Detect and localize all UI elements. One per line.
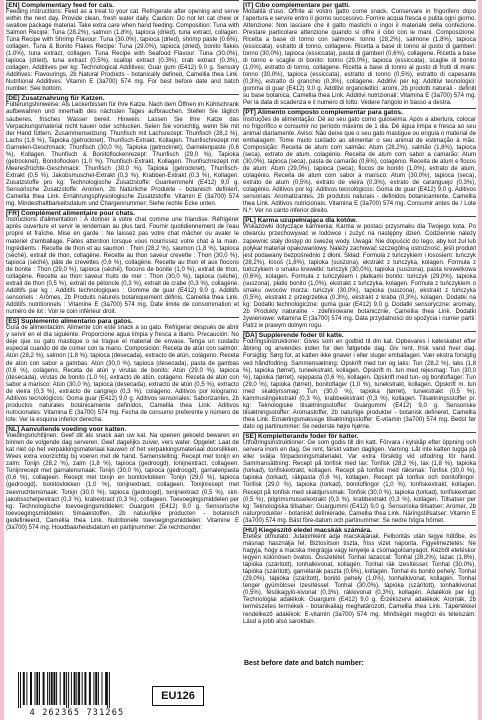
best-before-label: Best before date and batch number: bbox=[244, 660, 364, 667]
barcode-bar bbox=[84, 672, 86, 705]
barcode-bar bbox=[53, 672, 55, 705]
section-heading: [EN] Complementary feed for cats. bbox=[6, 0, 239, 9]
barcode-bar bbox=[93, 672, 94, 705]
barcode-bar bbox=[66, 672, 67, 708]
barcode-bar bbox=[71, 672, 72, 705]
barcode-bar bbox=[36, 672, 38, 705]
section-heading: [DE] Zusatznahrung für Katzen. bbox=[6, 94, 239, 103]
language-section bbox=[243, 0, 476, 107]
barcode-bar bbox=[49, 672, 50, 705]
section-body: Fodringsinstruktioner: Gives som en godbid til din kat. Opbevares i køleskabet efter åbning og anvendes inden for den følgende dag. Giv rent, frisk vand hver dag. Forsigtig: Sørg for, at katten ikke gnaver i eller sluger emballagen. Vær ekstra forsigtig ved håndfodring. Sammensætning: Opskrift med tun og laks: Tun (28,2 %), laks (1,8 %), tapioka (tørret), tuneekstrakt, kollagen. Opskrift m. tun med rejesmag: Tun (30,0 %), tapioka (tørret), rejepasta (0,6 %), kollagen. Opskrift med tun- og bonitoflager: Tun (29,0 %), tapioka (tørret), bonitoflager (1,0 %), tunekstrakt, kollagen. Opskrift m. tun med skaldyrssmag: Tun (30,0 %), tapioka (tørret), tunekstrakt (0,5 %), kammuslingekstrakt (0,3 %), krabbeekstrakt (0,3 %), kollagen. Tilsætningsstoffer pr. kg: Teknologiske tilsætningsstoffer: Guargummi (E412) 9,0 g. Sensoriske tilsætningsstoffer: Aromastoffer, 2b naturlige produkter - botanisk defineret, Camellia thea Link. Ernæringsmæssige tilsætningsstoffer: E-vitamin (3a700) 574 mg. Bedst før dato og partinummer: Se nederste højre hjørne. bbox=[243, 339, 476, 430]
barcode-bar bbox=[30, 672, 32, 705]
barcode-bar bbox=[51, 672, 53, 705]
barcode-bar bbox=[63, 672, 65, 705]
section-heading: [PL] Karma uzupełniająca dla kotów. bbox=[243, 216, 476, 225]
language-section bbox=[243, 525, 476, 625]
barcode-bar bbox=[98, 672, 99, 705]
barcode-bar bbox=[47, 672, 48, 705]
barcode-bar bbox=[102, 672, 103, 705]
batch-code-box: EU126 bbox=[152, 686, 204, 706]
section-heading: [FR] Complément alimentaire pour chats. bbox=[6, 209, 239, 218]
section-body: Fütterungshinweise: Als Leckerbissen für Ihre Katze. Nach dem Öffnen im Kühlschrank aufbewahren und innerhalb des nächsten Tages aufbrauchen. Stellen Sie täglich sauberes, frisches Wasser bereit. Hinweis: Lassen Sie Ihre Katze das Verpackungsmaterial nicht kauen oder schlucken. Seien Sie vorsichtig, wenn Sie mit der Hand füttern. Zusammensetzung: Thunfisch mit Lachsrezept: Thunfisch (28,2 %), Lachs (1,8 %), Tapioka (getrocknet), Thunfisch-Extrakt, Kollagen. Thunfischrezept mit Garnelen-Geschmack: Thunfisch (30,0 %), Tapioka (getrocknet), Garnelenpaste (0,6 %), Kollagen. Thunfisch & Bonitoflockenrezept: Thunfisch (29,0 %), Tapioka (getrocknet), Bonitoflocken (1,0 %), Thunfisch-Extrakt, Kollagen. Thunfischrezept mit Meeresfrüchte-Geschmack: Thunfisch (30,0 %), Tapioka (getrocknet), Thunfisch-Extrakt (0,5 %), Jakobsmuschel-Extrakt (0,3 %), Krabben-Extrakt (0,3 %), Kollagen. Zusatzstoffe pro kg: Technologische Zusatzstoffe: Guarkernmehl (E412) 9,0 g. Sensorische Zusatzstoffe: Aromen, 2b Natürliche Produkte - botanisch definiert, Camellia thea Link. Ernährungsphysiologische Zusatzstoffe: Vitamin E (3a700) 574 mg. Mindesthaltbarkeitsdatum und Chargennummer: Siehe rechte Ecke unten. bbox=[6, 102, 239, 208]
barcode-digits: 4 262365 731265 bbox=[29, 708, 125, 718]
barcode-bar bbox=[20, 672, 21, 708]
section-body: Instructions d'alimentation : À donner à votre chat comme une friandise. Réfrigérer après ouverture et servir le lendemain au plus tard. Fournir quotidiennement de l'eau propre et fraîche. Mise en garde : Ne laissez pas votre chat mâcher ou avaler le matériel d'emballage. Faites attention lorsque vous nourrissez votre chat à la main. Ingrédients : Recette de thon et au saumon : Thon (28,2 %), saumon (1,8 %), tapioca (séché), extrait de thon, collagène. Recette au thon saveur crevette : Thon (30,0 %), tapioca (séché), pâte de crevettes (0,6 %), collagène. Recette au thon et aux flocons de bonite : Thon (29,0 %), tapioca (séché), flocons de bonite (1,0 %), extrait de thon, collagène. Recette au thon saveur fruits de mer : Thon (30,0 %), tapioca (séché), extrait de thon (0,5 %), extrait de pétoncle (0,3 %), extrait de crabe (0,3 %), collagène. Additifs par kg : Additifs technologiques : Gomme de guar (E412) 9,0 g. Additifs sensoriels : Arômes, 2b Produits naturels botaniquement définis, Camellia thea Link. Additifs nutritionnels : Vitamine E (3a700) 574 mg. Date limite de consommation et numéro de lot : Voir le coin inférieur droit. bbox=[6, 217, 239, 315]
barcode-bar bbox=[35, 672, 36, 705]
language-section bbox=[243, 108, 476, 215]
barcode-bar bbox=[23, 672, 25, 705]
text-columns bbox=[6, 0, 476, 668]
section-body: Modalità d'uso: Offrite al vostro gatto come snack. Conservare in frigorifero dopo l'apertura e servire entro il giorno successivo. Fornire acqua fresca e pulita ogni giorno. Attenzione: Non lasciare che il gatto mastichi o ingoi il materiale della confezione. Prestare particolare attenzione quando si offre il cibo con le mani. Composizione: Ricetta a base di tonno con salmone: tonno (28,2%), salmone (1,8%), tapioca (essiccata), estratto di tonno, collagene. Ricetta a base di tonno al gusto di gamberi: tonno (30,0%), tapioca (essiccata), pasta di gamberi (0,6%), collagene. Ricetta a base di tonno e scaglie di bonito: tonno (29,0%), tapioca (essiccata), scaglie di bonito (1,0%), estratto di tonno, collagene. Ricetta a base di tonno al gusto di frutti di mare: tonno (30,0%), tapioca (essiccata), estratto di tonno (0,5%), estratto di capesante (0,3%), estratto di granchio (0,3%), collagene. Additivi per kg: Additivi tecnologici: gomma di guar (E412) 9,0 g. Additivi organolettici: aromi, 2b prodotti naturali - definiti su base botanica, Camellia thea Link. Additivi nutrizionali: Vitamina E (3a700) 574 mg. Per la data di scadenza e il numero di lotto: Vedere l'angolo in basso a destra. bbox=[243, 8, 476, 107]
barcode-bar bbox=[107, 672, 108, 708]
section-body: Guía de alimentación: Alimente con este snack a su gato. Refrigerar después de abrir y servir en el día siguiente. Proporcione agua limpia y fresca a diario. Precaución: No deje que su gato mastique o se trague el material de envase. Tenga un cuidado especial cuando dé de comer con la mano. Composición: Receta de atún con salmón: Atún (28,2 %), salmón (1,8 %), tapioca (desecada), extracto de atún, colágeno. Receta de atún con sabor a gambas: Atún (30,0 %), tapioca (desecada), pasta de gambas (0,6 %), colágeno. Receta de atún y virutas de bonito: Atún (29,0 %), tapioca (desecada), virutas de bonito (1,0 %), extracto de atún, colágeno. Receta de atún con sabor a marisco: Atún (30,0 %), tapioca (desecada), extracto de atún (0,5 %), extracto de vieira (0,3 %), extracto de cangrejo (0,3 %), colágeno. Aditivos por kilogramo: Aditivos tecnológicos: Goma guar (E412) 9,0 g. Aditivos sensoriales: Saborizantes, 2b productos naturales botánicamente definidos, Camellia thea Link. Aditivos nutricionales: Vitamina E (3a700) 574 mg. Fecha de consumo preferente y número de lote: Ver la esquina inferior derecha. bbox=[6, 325, 239, 423]
barcode-bar bbox=[95, 672, 97, 705]
left-column bbox=[6, 0, 239, 668]
language-section bbox=[6, 0, 239, 93]
barcode-bar bbox=[82, 672, 83, 705]
barcode-bar bbox=[43, 672, 45, 705]
section-heading: [PT] Alimento composto complementar para gatos. bbox=[243, 108, 476, 117]
section-heading: [ES] Suplemento alimentario para gatos. bbox=[6, 317, 239, 326]
barcode-bar bbox=[76, 672, 77, 705]
right-column bbox=[243, 0, 476, 668]
barcode-bar bbox=[56, 672, 57, 705]
section-body: Utfodringsinstruktioner: Ge som godis till din katt. Förvara i kylskåp efter öppning och servera inom en dag. Ge rent, färskt vatten dagligen. Varning: Låt inte katten tugga på eller svälja förpackningsmaterialet. Var extra försiktig vid utfodring för hand. Sammansättning: Recept på tonfisk med lax: Tonfisk (28,2 %), lax (1,8 %), tapioka (torkad), tonfiskextrakt, kollagen. Recept på tonfisk med räksmak: Tonfisk (30,0 %), tapioka (torkad), räkpasta (0,6 %), kollagen. Recept på tonfisk och bonitoflingor: Tonfisk (29,0 %), tapioka (torkad), bonitoflingor (1,0 %), tonfiskextrakt, kollagen. Recept på tonfisk med skaldjurssmak: Tonfisk (30,0 %), tapioka (torkad), tonfiskextrakt (0,5 %), pilgrimsmusselextrakt (0,3 %), krabbextrakt (0,3 %), kollagen. Tillsatser per kg: Teknologiska tillsatser: Guargummi (E412) 9,0 g. Sensoriska tillsatser: Aromer, 2b naturprodukter - botaniskt definierade, Camellia thea Link. Näringstillsatser: Vitamin E (3a700) 574 mg. Bäst före-datum och partinummer: Se nedre högra hörnet. bbox=[243, 440, 476, 524]
barcode-bar bbox=[68, 672, 69, 708]
language-section bbox=[243, 432, 476, 525]
section-heading: [DA] Supplerende foder til katte. bbox=[243, 331, 476, 340]
barcode-bar bbox=[78, 672, 80, 705]
section-heading: [IT] Cibo complementare per gatti. bbox=[243, 0, 476, 9]
language-section bbox=[6, 209, 239, 316]
barcode bbox=[10, 672, 144, 716]
barcode-bar bbox=[74, 672, 76, 705]
barcode-bar bbox=[109, 672, 110, 708]
language-section bbox=[243, 331, 476, 431]
barcode-bar bbox=[26, 672, 27, 705]
barcode-bars bbox=[10, 672, 144, 708]
section-body: Instruções de alimentação: Dê ao seu gato como guloseima. Após a abertura, colocar no frigorífico e consumir no período máximo de 1 dia. Dê água limpa e fresca ao seu animal diariamente. Aviso: Não deixe que o seu gato mastigue ou engula o material de embalagem. Tome muito cuidado ao alimentar o seu animal de estimação à mão. Composição: Receita de atum com salmão: Atum (28,2%), salmão (1,8%), tapioca (seca), extrato de atum, colagénio. Receita de atum com sabor a camarão: Atum (30,0%), tapioca (seca), pasta de camarão (0,6%), colagénio. Receita de atum e flocos de atum: Atum (29,0%), tapioca (seca), flocos de bonito (1,0%), extrato de atum, colagénio. Receita de atum com sabor a marisco: Atum (30,0%), tapioca (seca), extrato de atum (0,5%), extrato de vieira (0,3%), extrato de caranguejo (0,3%), colagénio. Aditivos por kg: Aditivos tecnológicos: Goma de guar (E412) 9,0 g. Aditivos sensoriais: Aromatizantes, 2b produtos naturais - definidos botanicamente, Camellia thea Link. Aditivos nutricionais: Vitamina E (3a700) 574 mg. Consumir antes de / Lote N.º: Ver no canto inferior direito. bbox=[243, 116, 476, 215]
barcode-bar bbox=[18, 672, 19, 708]
section-heading: [HU] Kiegészítő eledel macskák számára. bbox=[243, 525, 476, 534]
barcode-bar bbox=[60, 672, 61, 705]
barcode-bar bbox=[39, 672, 40, 705]
section-body: Feeding instructions: Feed as a treat to your cat. Refrigerate after opening and serve within the next day. Provide clean, fresh water daily. Caution: Do not let cat chew or swallow package material. Take extra care when hand feeding. Composition: Tuna with Salmon Recipe: Tuna (28.2%), salmon (1.8%), tapioca (dried), tuna extract, collagen. Tuna Recipe with Shrimp Flavour: Tuna (30.0%), tapioca (dried), shrimp paste (0.6%), collagen. Tuna & Bonito Flakes Recipe: Tuna (29.0%), tapioca (dried), bonito flakes (1.0%), tuna extract, collagen. Tuna Recipe with Seafood Flavour: Tuna (30.0%), tapioca (dried), tuna extract (0.5%), scallop extract (0.3%), crab extract (0.3%), collagen. Additives per kg: Technological Additives: Guar gum (E412) 9.0 g. Sensory Additives: Flavourings, 2b Natural Products - botanically defined, Camellia thea Link. Nutritional Additives: Vitamin E (3a700) 574 mg. For best before date and batch number: See bottom. bbox=[6, 8, 239, 93]
section-body: Voedingsrichtlijnen: Geef dit als snack aan uw kat. Na openen gekoeld bewaren en binnen de volgende dag serveren. Geef dagelijks zuiver, vers water. Opgelet: Laat de kat niet op het verpakkingsmateriaal kauwen of het verpakkingsmateriaal doorslikken. Wees extra voorzichtig bij voeren met de hand. Samenstelling: Recept met tonijn en zalm: Tonijn (28,2 %), zalm (1,8 %), tapioca (gedroogd), tonijnextract, collageen. Tonijnrecept met garnalensmaak: Tonijn (30,0 %), tapioca (gedroogd), garnalenpasta (0,6 %), collageen. Recept met tonijn en bonitovlokken: Tonijn (29,0 %), tapioca (gedroogd), bonitovlokken (1,0 %), tonijnextract, collageen. Tonijnrecept met zeevruchtensmaak: Tonijn (30,0 %), tapioca (gedroogd), tonijnextract (0,5 %), sint-jakobsschelpextract (0,3 %), krabextract (0,3 %), collageen. Toevoegingsmiddelen per kg: Technologische toevoegingsmiddelen: Guargom (E412) 9,0 g. Sensorische toevoegingsmiddelen: Smaakstoffen, 2b natuurlijke producten - botanisch gedefinieerd, Camellia thea Link. Nutritionele toevoegingsmiddelen: Vitamine E (3a700) 574 mg. Houdbaarheidsdatum en partijnummer: Zie rechtsonder. bbox=[6, 433, 239, 531]
language-section bbox=[6, 317, 239, 424]
language-section bbox=[6, 425, 239, 532]
product-label bbox=[4, 0, 478, 720]
language-section bbox=[243, 216, 476, 330]
barcode-bar bbox=[105, 672, 107, 705]
section-heading: [SE] Kompletterande foder för katter. bbox=[243, 432, 476, 441]
barcode-bar bbox=[89, 672, 91, 705]
section-body: Wskazówki dotyczące karmienia: Karma w postaci przysmaku dla Twojego kota. Po otwarciu przechowywać w lodówce i zużyć na następny dzień. Codziennie należy zapewnić stały dostęp do świeżej wody. Uwaga: Nie dopuścić do tego, aby kot żuł lub połykał materiał opakowaniowy. Należy zachować szczególną ostrożność, jeśli produkt jest podawany bezpośrednio z dłoni. Skład: Formuła z tuńczykiem i łososiem: tuńczyk (28,2%), łosoś (1,8%), tapioka (suszona), ekstrakt z tuńczyka, kolagen. Formuła z tuńczykiem o smaku krewetki: tuńczyk (30,0%), tapioka (suszona), pasta krewetkowa (0,6%), kolagen. Formuła z tuńczykiem i płatkami bonito: tuńczyk (29,0%), tapioka (suszona), płatki bonito (1,0%), ekstrakt z tuńczyka, kolagen. Formuła z tuńczykiem o smaku owoców morza: tuńczyk (30,0%), tapioka (suszona), ekstrakt z tuńczyka (0,5%), ekstrakt z przegrzebka (0,3%), ekstrakt z kraba (0,3%), kolagen. Dodatki na kg: Dodatki technologiczne: guma guar (E412) 9,0 g. Dodatki sensoryczne: aromaty, 2b Produkty naturalne - zdefiniowane botanicznie, Camellia thea Link. Dodatki żywieniowe: witamina E (3a700) 574 mg. Data przydatności do spożycia i numer partii: Patrz w prawym dolnym rogu. bbox=[243, 224, 476, 330]
language-section bbox=[6, 94, 239, 208]
section-heading: [NL] Aanvullende voeding voor katten. bbox=[6, 425, 239, 434]
section-body: Etetési útmutató: Jutalomként adja macskájának. Felbontás után tegye hűtőbe, és másnap használja fel. Biztosítson tiszta, friss vizet naponta. Figyelmeztetés: Ne hagyja, hogy a macska megrágja vagy lenyelje a csomagolóanyagot. Kézből etetéskor legyen különösen óvatos. Összetétel: Tonhal lazaccal: Tonhal (28,2%), lazac (1,8%), tápióka (szárított), tonhalkivonat, kollagén. Tonhal rák ízesítéssel: Tonhal (30,0%), tápióka (szárított), garnélarák paszta (0,6%), kollagén. Tonhal és bonitó pehely: Tonhal (29,0%), tápióka (szárított), bonitó pehely (1,0%), tonhalkivonat, kollagén. Tonhal tenger gyümölcsei ízesítéssel: Tonhal (30,0%), tápióka (szárított), tonhalkivonat (0,5%), fésűkagyló-kivonat (0,3%), rákkivonat (0,3%), kollagén. Adalékok per kg: Technológiai adalékok: Guargumi (E412) 9,0 g. Érzékszervi adalékok: Aromák, 2b természetes termékek - botanikailag meghatározott, Camellia thea Link. Tápértékkel rendelkező adalékok: E-vitamin (3a700) 574 mg. Minőségét megőrzi és tételszám: Lásd a jobb alsó sarokban. bbox=[243, 534, 476, 625]
